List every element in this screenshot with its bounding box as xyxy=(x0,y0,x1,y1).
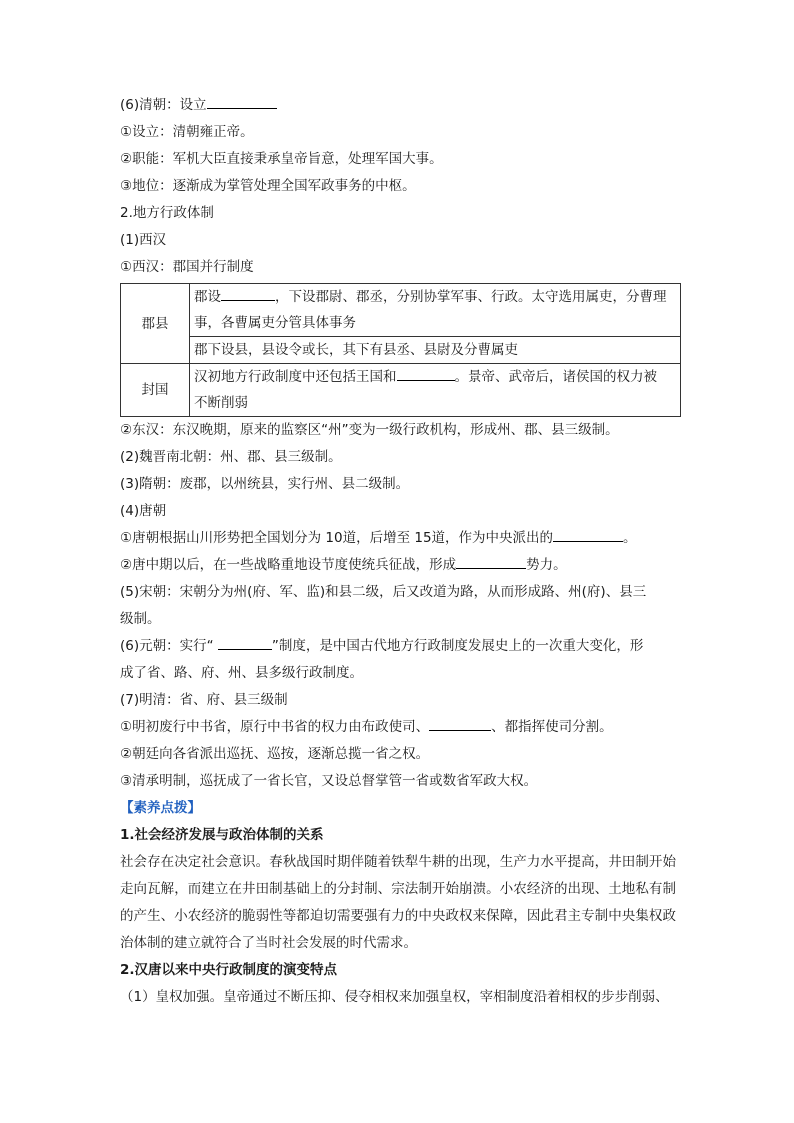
section-qing-and-local xyxy=(120,92,676,281)
text-line-qing-3 xyxy=(120,173,676,200)
cell-text: 事，各曹属吏分管具体事务 xyxy=(194,315,356,331)
heading-1: 1.社会经济发展与政治体制的关系 xyxy=(120,827,324,843)
fill-blank[interactable] xyxy=(553,527,623,542)
text-line-local-title xyxy=(120,200,676,227)
table-head-fengguo: 封国 xyxy=(121,364,190,417)
fill-blank[interactable] xyxy=(221,286,275,301)
text-line-song-2 xyxy=(120,606,676,633)
table-row xyxy=(121,284,681,337)
heading-2: 2.汉唐以来中央行政制度的演变特点 xyxy=(120,962,338,978)
text-line-ming xyxy=(120,687,676,714)
line-text: ①明初废行中书省，原行中书省的权力由布政使司、 xyxy=(120,719,430,735)
line-text: (2)魏晋南北朝：州、郡、县三级制。 xyxy=(120,449,342,465)
cell-text: 。景帝、武帝后，诸侯国的权力被 xyxy=(454,369,657,385)
table-head-junxian: 郡县 xyxy=(121,284,190,364)
cell-text: ，下设郡尉、郡丞，分别协掌军事、行政。太守选用属吏，分曹理 xyxy=(275,289,667,305)
text-line-ming-1 xyxy=(120,714,676,741)
table-cell xyxy=(190,284,681,337)
text-line-han-title xyxy=(120,227,676,254)
section-later-dynasties xyxy=(120,417,676,795)
line-text: ”制度，是中国古代地方行政制度发展史上的一次重大变化，形 xyxy=(271,638,644,654)
text-line-tang-2 xyxy=(120,552,676,579)
line-text: (1)西汉 xyxy=(120,232,167,248)
line-text: ③地位：逐渐成为掌管处理全国军政事务的中枢。 xyxy=(120,178,416,194)
line-text: ①设立：清朝雍正帝。 xyxy=(120,124,254,140)
text-line-tang-1 xyxy=(120,525,676,552)
line-text: 、都指挥使司分割。 xyxy=(491,719,613,735)
cell-text: 郡设 xyxy=(194,289,221,305)
line-text: ①唐朝根据山川形势把全国划分为 10道，后增至 15道，作为中央派出的 xyxy=(120,530,554,546)
text-line-qing-1 xyxy=(120,119,676,146)
line-text: ②东汉：东汉晚期，原来的监察区“州”变为一级行政机构，形成州、郡、县三级制。 xyxy=(120,422,619,438)
line-text: ③清承明制，巡抚成了一省长官，又设总督掌管一省或数省军政大权。 xyxy=(120,773,538,789)
text-line-donghan xyxy=(120,417,676,444)
han-admin-table xyxy=(120,283,681,417)
line-text: (3)隋朝：废郡，以州统县，实行州、县二级制。 xyxy=(120,476,410,492)
line-text: 2.地方行政体制 xyxy=(120,205,214,221)
text-line-qing-2 xyxy=(120,146,676,173)
line-text: ②职能：军机大臣直接秉承皇帝旨意，处理军国大事。 xyxy=(120,151,443,167)
line-text: 级制。 xyxy=(120,611,161,627)
text-line-ming-2 xyxy=(120,741,676,768)
line-text: (6)清朝：设立 xyxy=(120,97,207,113)
text-line-xihan xyxy=(120,254,676,281)
paragraph-1: 社会存在决定社会意识。春秋战国时期伴随着铁犁牛耕的出现，生产力水平提高，井田制开始走向瓦解，而建立在井田制基础上的分封制、宗法制开始崩溃。小农经济的出现、土地私有制的产生、小农经济的脆弱性等都迫切需要强有力的中央政权来保障，因此君主专制中央集权政治体制的建立就符合了当时社会发展的时代需求。 xyxy=(120,854,676,951)
cell-text: 不断削弱 xyxy=(194,395,248,411)
paragraph-2: （1）皇权加强。皇帝通过不断压抑、侵夺相权来加强皇权，宰相制度沿着相权的步步削弱、 xyxy=(120,989,669,1005)
fill-blank[interactable] xyxy=(218,635,272,650)
table-cell xyxy=(190,364,681,417)
text-line-weijin xyxy=(120,444,676,471)
line-text: 成了省、路、府、州、县多级行政制度。 xyxy=(120,665,363,681)
table-row xyxy=(121,364,681,417)
text-line-yuan-1 xyxy=(120,633,676,660)
text-line-sui xyxy=(120,471,676,498)
line-text: (5)宋朝：宋朝分为州(府、军、监)和县二级，后又改道为路，从而形成路、州(府)、县三 xyxy=(120,584,647,600)
section-tag: 【素养点拨】 xyxy=(120,800,201,816)
cell-text: 汉初地方行政制度中还包括王国和 xyxy=(194,369,397,385)
line-text: (7)明清：省、府、县三级制 xyxy=(120,692,288,708)
text-line-tang xyxy=(120,498,676,525)
line-text: ②朝廷向各省派出巡抚、巡按，逐渐总揽一省之权。 xyxy=(120,746,430,762)
text-line-song-1 xyxy=(120,579,676,606)
fill-blank[interactable] xyxy=(429,716,491,731)
fill-blank[interactable] xyxy=(397,366,455,381)
fill-blank[interactable] xyxy=(207,94,277,109)
fill-blank[interactable] xyxy=(456,554,526,569)
line-text: (4)唐朝 xyxy=(120,503,167,519)
table-row xyxy=(121,337,681,364)
text-line-ming-3 xyxy=(120,768,676,795)
line-text: (6)元朝：实行“ xyxy=(120,638,218,654)
line-text: ①西汉：郡国并行制度 xyxy=(120,259,254,275)
document-page xyxy=(120,92,676,1011)
line-text: ②唐中期以后，在一些战略重地设节度使统兵征战，形成 xyxy=(120,557,457,573)
line-text: 势力。 xyxy=(526,557,567,573)
table-cell: 郡下设县，县设令或长，其下有县丞、县尉及分曹属吏 xyxy=(190,337,681,364)
text-line-yuan-2 xyxy=(120,660,676,687)
line-text: 。 xyxy=(623,530,637,546)
text-line-qing-title xyxy=(120,92,676,119)
